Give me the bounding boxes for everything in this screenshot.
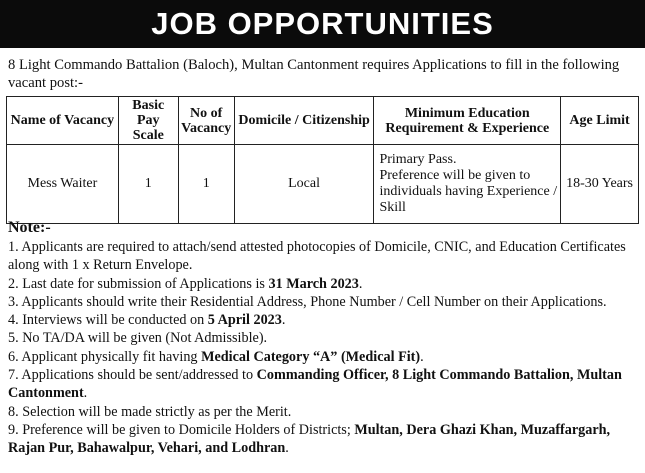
cell-no-of-vacancy: 1 [178,145,234,224]
header-basic-pay-scale: Basic Pay Scale [118,97,178,145]
cell-basic-pay-scale: 1 [118,145,178,224]
medical-category: Medical Category “A” (Medical Fit) [201,348,421,365]
districts: Multan, Dera Ghazi Khan, Muzaffargarh, Rajan Pur, Bahawalpur, Vehari, and Lodhran [8,421,611,457]
notes-heading: Note:- [8,219,51,236]
address: Commanding Officer, 8 Light Commando Battalion, Multan Cantonment [8,367,622,402]
note-3: 3. Applicants should write their Residential Address, Phone Number / Cell Number on their Applications. [8,293,607,310]
header-no-of-vacancy: No of Vacancy [178,97,234,145]
note-2: 2. Last date for submission of Applications is 31 March 2023. [8,275,363,292]
header-age-limit: Age Limit [561,97,639,145]
note-6: 6. Applicant physically fit having Medical Category “A” (Medical Fit). [8,348,424,365]
vacancy-table [6,96,639,224]
header-education: Minimum Education Requirement & Experience [374,97,561,145]
note-4: 4. Interviews will be conducted on 5 April 2023. [8,312,286,329]
cell-education [374,145,561,224]
education-line-1: Primary Pass. [379,152,457,167]
table-header-row [7,97,639,145]
page-title: JOB OPPORTUNITIES [151,6,494,41]
note-5: 5. No TA/DA will be given (Not Admissible). [8,330,268,347]
header-name-of-vacancy: Name of Vacancy [7,97,119,145]
interview-date: 5 April 2023 [207,312,282,329]
note-1: 1. Applicants are required to attach/send attested photocopies of Domicile, CNIC, and Education Certificates along with 1 x Return Envelope. [8,239,626,274]
cell-domicile: Local [234,145,374,224]
header-domicile: Domicile / Citizenship [234,97,374,145]
table-row [7,145,639,224]
last-date: 31 March 2023 [268,275,359,292]
title-banner [0,0,645,48]
note-7: 7. Applications should be sent/addressed to Commanding Officer, 8 Light Commando Battalion, Multan Cantonment. [8,367,622,402]
intro-text: 8 Light Commando Battalion (Baloch), Multan Cantonment requires Applications to fill in the following vacant post:- [8,57,620,91]
note-8: 8. Selection will be made strictly as per the Merit. [8,403,292,420]
cell-vacancy-name: Mess Waiter [7,145,119,224]
education-line-2: Preference will be given to individuals having Experience / Skill [379,168,558,215]
notes-section [8,218,640,458]
cell-age-limit: 18-30 Years [561,145,639,224]
note-9: 9. Preference will be given to Domicile Holders of Districts; Multan, Dera Ghazi Khan, Muzaffargarh, Rajan Pur, Bahawalpur, Vehari, and Lodhran. [8,421,611,457]
